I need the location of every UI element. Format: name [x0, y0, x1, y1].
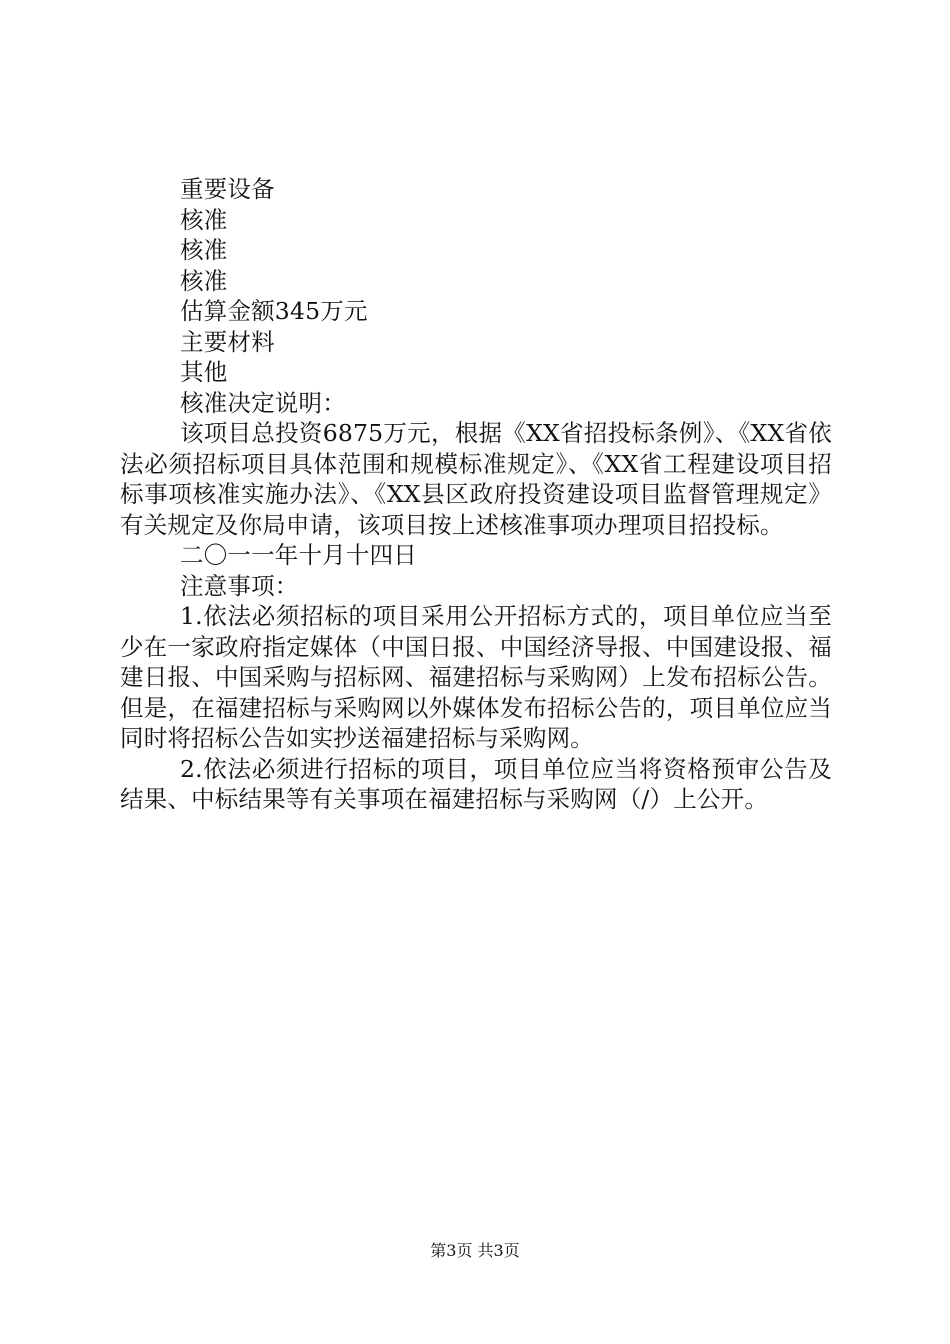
notes-heading: 注意事项： [180, 571, 299, 600]
line-approve-2: 核准 [180, 236, 228, 264]
line-approve-1: 核准 [180, 205, 228, 234]
line-materials: 主要材料 [180, 327, 275, 356]
document-body [120, 174, 832, 815]
decision-heading: 核准决定说明： [180, 388, 346, 417]
page-footer: 第3页 共3页 [430, 1241, 520, 1260]
line-other: 其他 [180, 358, 228, 386]
note-2: 2.依法必须进行招标的项目，项目单位应当将资格预审公告及结果、中标结果等有关事项在福建招标与采购网（/）上公开。 [120, 754, 832, 813]
line-estimate: 估算金额345万元 [180, 297, 368, 325]
decision-paragraph: 该项目总投资6875万元，根据《XX省招投标条例》、《XX省依法必须招标项目具体范围和规模标准规定》、《XX省工程建设项目招标事项核准实施办法》、《XX县区政府投资建设项目监督管理规定》有关规定及你局申请，该项目按上述核准事项办理项目招投标。 [120, 419, 832, 539]
note-1: 1.依法必须招标的项目采用公开招标方式的，项目单位应当至少在一家政府指定媒体（中国日报、中国经济导报、中国建设报、福建日报、中国采购与招标网、福建招标与采购网）上发布招标公告。但是，在福建招标与采购网以外媒体发布招标公告的，项目单位应当同时将招标公告如实抄送福建招标与采购网。 [120, 602, 832, 752]
line-approve-3: 核准 [180, 266, 228, 295]
date-line: 二〇一一年十月十四日 [180, 541, 417, 569]
line-equipment: 重要设备 [180, 175, 275, 203]
